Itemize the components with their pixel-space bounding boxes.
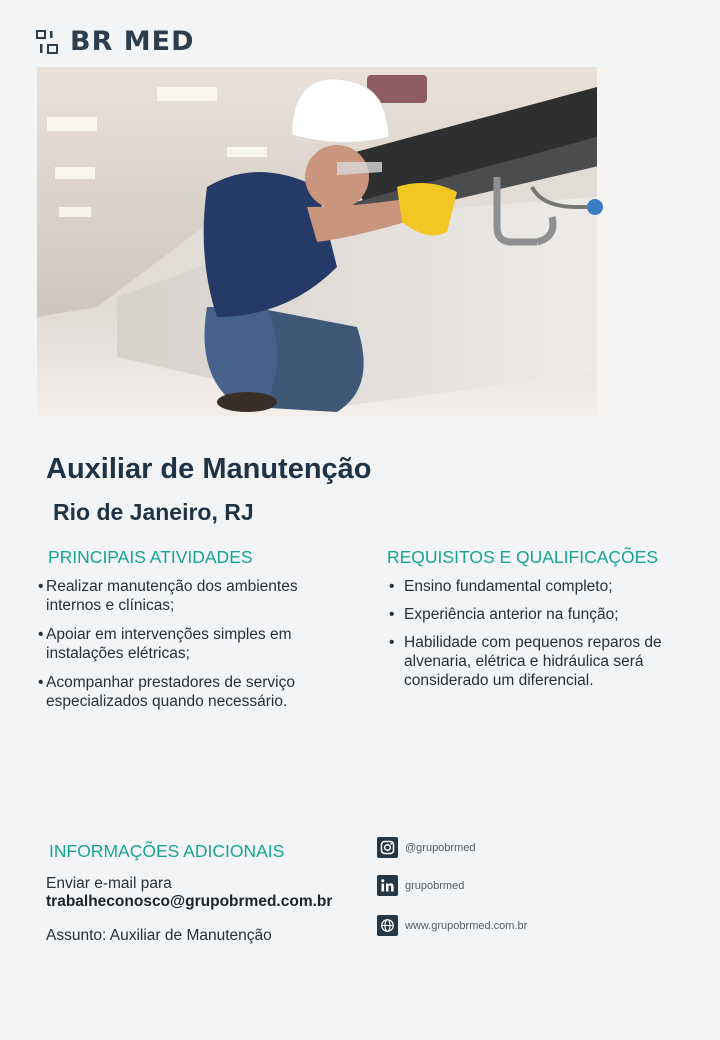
requirements-heading: REQUISITOS E QUALIFICAÇÕES [387, 547, 658, 567]
list-item: • Apoiar em intervenções simples em instalações elétricas; [38, 625, 338, 663]
website-url: www.grupobrmed.com.br [405, 919, 528, 932]
list-item: • Realizar manutenção dos ambientes internos e clínicas; [38, 577, 338, 615]
list-item: • Habilidade com pequenos reparos de alvenaria, elétrica e hidráulica será considerado um diferencial. [388, 633, 688, 690]
linkedin-handle: grupobrmed [405, 879, 465, 892]
list-item: • Acompanhar prestadores de serviço especializados quando necessário. [38, 673, 338, 711]
instagram-icon [377, 837, 398, 858]
list-item: • Ensino fundamental completo; [388, 577, 688, 596]
email-subject: Assunto: Auxiliar de Manutenção [46, 927, 272, 944]
activities-heading: PRINCIPAIS ATIVIDADES [48, 547, 253, 567]
job-title: Auxiliar de Manutenção [46, 453, 372, 485]
brand-logo [36, 28, 195, 55]
globe-icon [377, 915, 398, 936]
instagram-handle: @grupobrmed [405, 841, 476, 854]
email-prompt: Enviar e-mail para [46, 875, 172, 892]
additional-info-heading: INFORMAÇÕES ADICIONAIS [49, 841, 285, 861]
logo-text: BR MED [70, 26, 195, 57]
social-website[interactable] [377, 915, 527, 936]
logo-mark-icon [36, 30, 60, 54]
job-location: Rio de Janeiro, RJ [53, 499, 254, 525]
list-item: • Experiência anterior na função; [388, 605, 688, 624]
contact-email-link[interactable]: trabalheconosco@grupobrmed.com.br [46, 893, 333, 910]
hero-photo [37, 67, 683, 416]
social-linkedin[interactable] [377, 875, 464, 896]
social-instagram[interactable] [377, 837, 475, 858]
linkedin-icon [377, 875, 398, 896]
requirements-list [388, 577, 688, 699]
activities-list [38, 577, 338, 721]
